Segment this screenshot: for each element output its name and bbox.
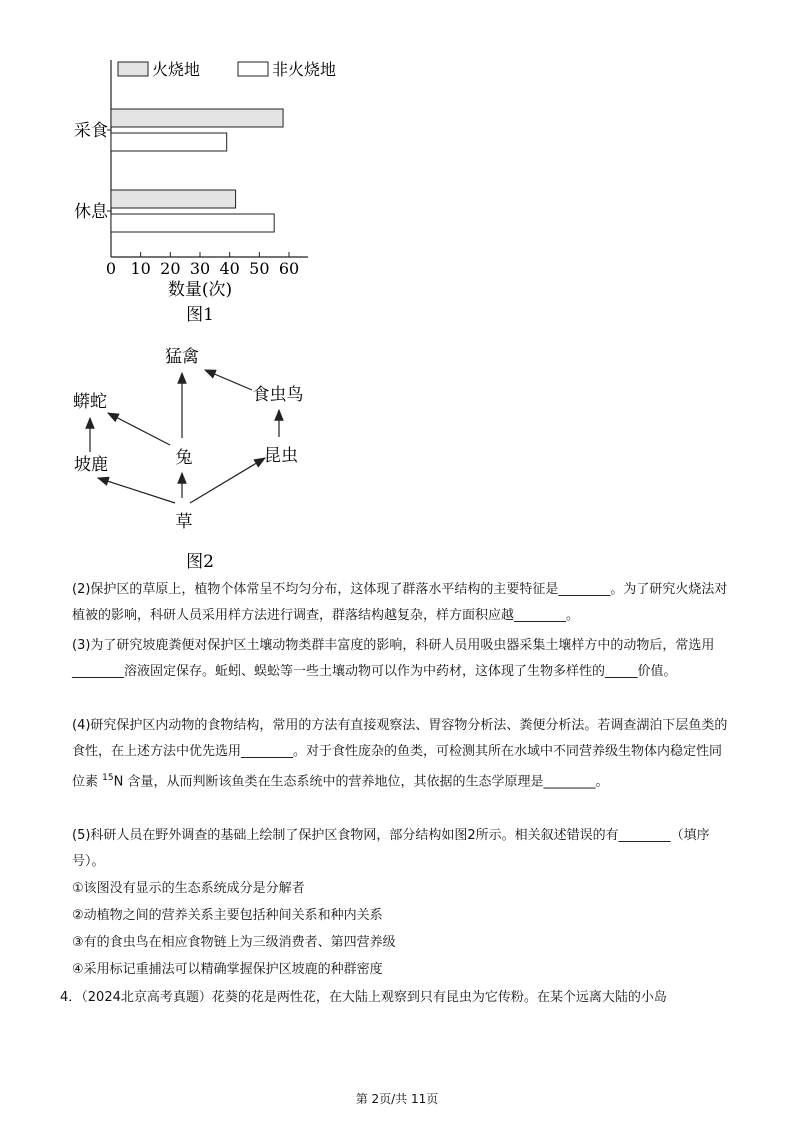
arrow-grass-to-deer (98, 478, 175, 503)
bar-1-0 (111, 190, 236, 208)
legend-label-burned: 火烧地 (152, 60, 201, 79)
option-3: ③有的食虫鸟在相应食物链上为三级消费者、第四营养级 (72, 935, 396, 950)
x-tick-label-1: 10 (130, 259, 151, 278)
figure1-bar-chart (60, 50, 360, 330)
node-insectivorous-bird: 食虫鸟 (252, 385, 304, 405)
legend-swatch-burned (118, 62, 148, 76)
arrow-rabbit-to-python (108, 413, 170, 445)
bar-1-1 (111, 214, 274, 232)
category-labels (74, 121, 111, 222)
category-label-0: 采食 (74, 121, 108, 141)
figure2-food-web (60, 340, 360, 580)
bar-group (111, 109, 283, 232)
question-4-part-b: N 含量，从而判断该鱼类在生态系统中的营养地位，其依据的生态学原理是________。 (113, 774, 609, 790)
figure1-caption: 图1 (186, 305, 214, 325)
next-question-4: 4．（2024北京高考真题）花葵的花是两性花，在大陆上观察到只有昆虫为它传粉。在某个远离大陆的小岛 (60, 990, 667, 1005)
legend-label-unburned: 非火烧地 (272, 60, 337, 79)
node-python: 蟒蛇 (73, 392, 107, 412)
option-2: ②动植物之间的营养关系主要包括种间关系和种内关系 (72, 908, 383, 923)
node-rabbit: 兔 (175, 448, 193, 468)
question-4-part-a: (4)研究保护区内动物的食物结构，常用的方法有直接观察法、胃容物分析法、粪便分析法。若调查湖泊下层鱼类的食性，在上述方法中优先选用________。对于食性庞杂的鱼类，可检测其所在水域中不同营养级生物体内稳定性同位素 (72, 718, 728, 790)
chart-legend (118, 60, 336, 79)
legend-swatch-unburned (238, 62, 268, 76)
arrow-grass-to-insect (190, 458, 265, 503)
arrow-bird-to-raptor (205, 370, 252, 390)
question-2: (2)保护区的草原上，植物个体常呈不均匀分布，这体现了群落水平结构的主要特征是________。为了研究火烧法对植被的影响，科研人员采用样方法进行调查，群落结构越复杂，样方面积应越________。 (72, 582, 728, 623)
isotope-superscript: 15 (102, 773, 114, 783)
x-tick-label-6: 60 (278, 259, 300, 278)
x-tick-label-2: 20 (160, 259, 181, 278)
x-ticks (106, 252, 299, 278)
figure2-caption: 图2 (186, 552, 214, 572)
question-5: (5)科研人员在野外调查的基础上绘制了保护区食物网，部分结构如图2所示。相关叙述错误的有________（填序号）。 (72, 828, 710, 869)
node-insect: 昆虫 (264, 446, 298, 466)
bar-0-1 (111, 133, 227, 151)
x-axis-label: 数量(次) (167, 280, 233, 300)
option-1: ①该图没有显示的生态系统成分是分解者 (72, 881, 305, 896)
question-4 (72, 713, 732, 795)
question-3: (3)为了研究坡鹿粪便对保护区土壤动物类群丰富度的影响，科研人员用吸虫器采集土壤样方中的动物后，常选用________溶液固定保存。蚯蚓、蜈蚣等一些土壤动物可以作为中药材，这体现了生物多样性的_____价值。 (72, 638, 715, 679)
node-grass: 草 (175, 512, 193, 532)
x-tick-label-3: 30 (189, 259, 211, 278)
x-tick-label-4: 40 (219, 259, 240, 278)
category-label-1: 休息 (74, 202, 108, 222)
x-tick-label-5: 50 (249, 259, 270, 278)
page-footer: 第 2页/共 11页 (355, 1092, 439, 1106)
option-4: ④采用标记重捕法可以精确掌握保护区坡鹿的种群密度 (72, 962, 383, 977)
node-raptor: 猛禽 (165, 347, 199, 367)
x-tick-label-0: 0 (105, 259, 117, 278)
bar-0-0 (111, 109, 283, 127)
node-deer: 坡鹿 (74, 455, 108, 475)
